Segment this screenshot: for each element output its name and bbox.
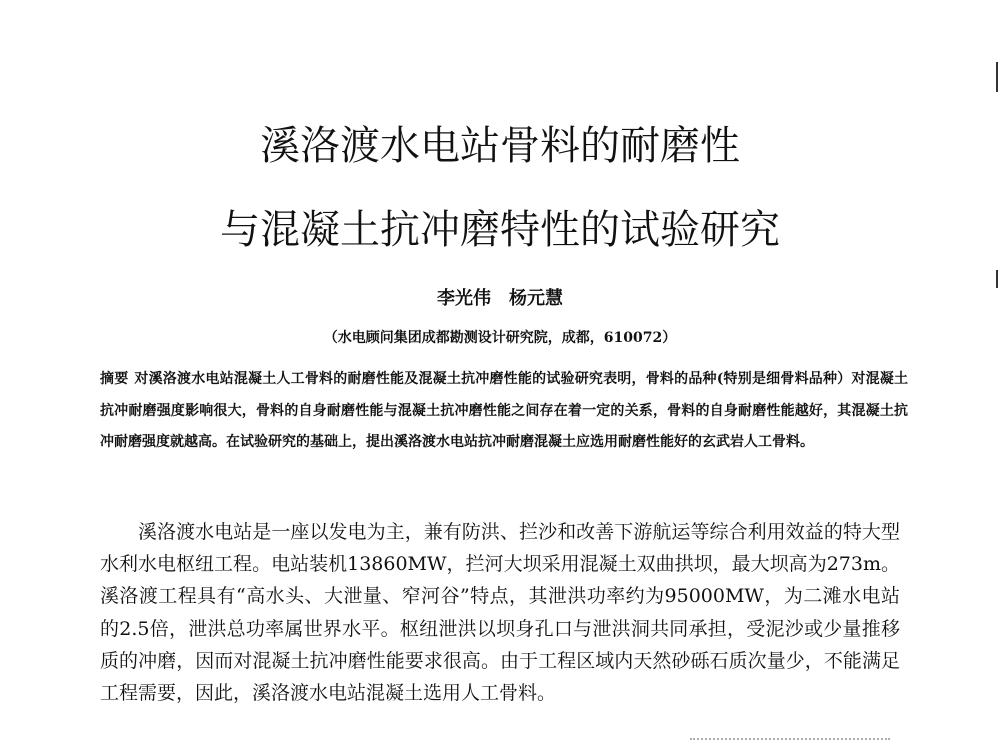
author-affiliation: （水电顾问集团成都勘测设计研究院，成都，610072） [323,330,677,346]
abstract-text: 对溪洛渡水电站混凝土人工骨料的耐磨性能及混凝土抗冲磨性能的试验研究表明，骨料的品种(特别是细骨料品种）对混凝土抗冲耐磨强度影响很大，骨料的自身耐磨性能与混凝土抗冲磨性能之间存在着一定的关系，骨料的自身耐磨性能越好，其混凝土抗冲耐磨强度就越高。在试验研究的基础上，提出溪洛渡水电站抗冲耐磨混凝土应选用耐磨性能好的玄武岩人工骨料。 [100,371,908,450]
author-names: 李光伟 杨元慧 [437,288,563,309]
body-paragraph-1: 溪洛渡水电站是一座以发电为主，兼有防洪、拦沙和改善下游航运等综合利用效益的特大型水利水电枢纽工程。电站装机13860MW，拦河大坝采用混凝土双曲拱坝，最大坝高为273m。溪洛渡工程具有“高水头、大泄量、窄河谷”特点，其泄洪功率约为95000MW，为二滩水电站的2.5倍，泄洪总功率属世界水平。枢纽泄洪以坝身孔口与泄洪洞共同承担，受泥沙或少量推移质的冲磨，因而对混凝土抗冲磨性能要求很高。由于工程区域内天然砂砾石质次量少，不能满足工程需要，因此，溪洛渡水电站混凝土选用人工骨料。 [100,521,900,705]
paper-title-line-2: 与混凝土抗冲磨特性的试验研究 [220,207,780,253]
scan-edge-mark-middle [996,270,998,288]
paper-title-line-1: 溪洛渡水电站骨料的耐磨性 [260,123,740,169]
abstract-label: 摘要 [100,371,129,387]
next-page-line-fragment [690,738,890,748]
scan-edge-mark-top [996,62,998,92]
abstract [100,364,908,459]
